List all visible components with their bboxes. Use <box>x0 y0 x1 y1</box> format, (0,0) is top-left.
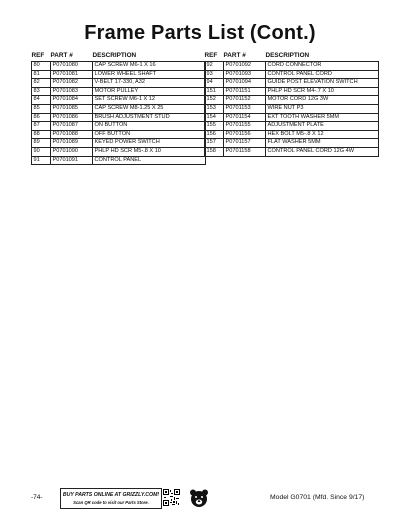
table-row <box>32 147 206 156</box>
cell-description: OFF BUTTON <box>93 130 206 139</box>
table-row <box>205 104 379 113</box>
cell-description: ON BUTTON <box>93 122 206 131</box>
table-row <box>32 87 206 96</box>
cell-part-number: P0701088 <box>51 130 93 139</box>
table-row <box>205 70 379 79</box>
cell-description: BRUSH ADJUSTMENT STUD <box>93 113 206 122</box>
cell-ref: 92 <box>205 62 224 71</box>
cell-ref: 157 <box>205 139 224 148</box>
table-row <box>32 130 206 139</box>
cell-part-number: P0701084 <box>51 96 93 105</box>
cell-ref: 152 <box>205 96 224 105</box>
cell-part-number: P0701094 <box>224 79 266 88</box>
promo-headline: BUY PARTS ONLINE AT GRIZZLY.COM! <box>62 492 160 498</box>
table-row <box>205 79 379 88</box>
parts-table-left <box>31 52 206 165</box>
cell-part-number: P0701154 <box>224 113 266 122</box>
parts-promo-box[interactable] <box>60 488 162 509</box>
cell-description: SET SCREW M6-1 X 12 <box>93 96 206 105</box>
cell-ref: 94 <box>205 79 224 88</box>
page-footer <box>0 488 400 512</box>
cell-part-number: P0701081 <box>51 70 93 79</box>
cell-description: KEYED POWER SWITCH <box>93 139 206 148</box>
table-row <box>205 147 379 156</box>
parts-table-right <box>204 52 379 157</box>
cell-ref: 155 <box>205 122 224 131</box>
cell-part-number: P0701085 <box>51 104 93 113</box>
cell-part-number: P0701090 <box>51 147 93 156</box>
cell-ref: 80 <box>32 62 51 71</box>
cell-description: MOTOR PULLEY <box>93 87 206 96</box>
header-description: DESCRIPTION <box>265 51 310 59</box>
cell-description: CONTROL PANEL <box>93 156 206 165</box>
table-header-row <box>32 52 206 62</box>
header-description: DESCRIPTION <box>92 51 137 59</box>
cell-description: MOTOR CORD 12G 3W <box>266 96 379 105</box>
cell-description: FLAT WASHER 5MM <box>266 139 379 148</box>
cell-part-number: P0701080 <box>51 62 93 71</box>
cell-description: LOWER WHEEL SHAFT <box>93 70 206 79</box>
cell-ref: 153 <box>205 104 224 113</box>
table-row <box>205 130 379 139</box>
table-row <box>205 96 379 105</box>
cell-description: HEX BOLT M5-.8 X 12 <box>266 130 379 139</box>
cell-description: CAP SCREW M6-1 X 16 <box>93 62 206 71</box>
table-row <box>32 70 206 79</box>
cell-part-number: P0701091 <box>51 156 93 165</box>
cell-part-number: P0701153 <box>224 104 266 113</box>
cell-part-number: P0701092 <box>224 62 266 71</box>
cell-part-number: P0701087 <box>51 122 93 131</box>
table-row <box>32 79 206 88</box>
cell-part-number: P0701157 <box>224 139 266 148</box>
cell-description: WIRE NUT P3 <box>266 104 379 113</box>
cell-ref: 151 <box>205 87 224 96</box>
cell-part-number: P0701082 <box>51 79 93 88</box>
cell-ref: 85 <box>32 104 51 113</box>
promo-subtext: Scan QR code to visit our Parts Store. <box>73 500 149 505</box>
cell-ref: 154 <box>205 113 224 122</box>
table-row <box>32 139 206 148</box>
model-info: Model G0701 (Mfd. Since 9/17) <box>270 494 365 501</box>
cell-description: GUIDE POST ELEVATION SWITCH <box>266 79 379 88</box>
cell-part-number: P0701155 <box>224 122 266 131</box>
cell-part-number: P0701086 <box>51 113 93 122</box>
cell-ref: 91 <box>32 156 51 165</box>
cell-description: CORD CONNECTOR <box>266 62 379 71</box>
page-title: Frame Parts List (Cont.) <box>84 22 316 44</box>
cell-description: V-BELT 17-330, A32 <box>93 79 206 88</box>
table-row <box>32 156 206 165</box>
cell-description: PHLP HD SCR M5-.8 X 10 <box>93 147 206 156</box>
cell-part-number: P0701089 <box>51 139 93 148</box>
table-row <box>205 87 379 96</box>
cell-description: PHLP HD SCR M4-.7 X 10 <box>266 87 379 96</box>
cell-ref: 88 <box>32 130 51 139</box>
page-number: -74- <box>31 494 43 501</box>
table-row <box>32 113 206 122</box>
cell-ref: 81 <box>32 70 51 79</box>
header-part: PART # <box>50 51 73 59</box>
cell-part-number: P0701093 <box>224 70 266 79</box>
cell-ref: 90 <box>32 147 51 156</box>
cell-description: CONTROL PANEL CORD <box>266 70 379 79</box>
header-ref: REF <box>204 51 218 59</box>
table-row <box>32 96 206 105</box>
cell-ref: 86 <box>32 113 51 122</box>
cell-ref: 82 <box>32 79 51 88</box>
cell-ref: 93 <box>205 70 224 79</box>
cell-part-number: P0701156 <box>224 130 266 139</box>
table-row <box>205 113 379 122</box>
table-row <box>205 62 379 71</box>
cell-description: CAP SCREW M8-1.25 X 25 <box>93 104 206 113</box>
cell-ref: 83 <box>32 87 51 96</box>
cell-description: EXT TOOTH WASHER 5MM <box>266 113 379 122</box>
grizzly-bear-logo-icon <box>188 488 210 508</box>
table-header-row <box>205 52 379 62</box>
cell-part-number: P0701083 <box>51 87 93 96</box>
cell-ref: 87 <box>32 122 51 131</box>
cell-part-number: P0701151 <box>224 87 266 96</box>
cell-ref: 84 <box>32 96 51 105</box>
table-row <box>32 62 206 71</box>
table-row <box>205 139 379 148</box>
header-part: PART # <box>223 51 246 59</box>
table-row <box>32 104 206 113</box>
cell-part-number: P0701158 <box>224 147 266 156</box>
cell-part-number: P0701152 <box>224 96 266 105</box>
qr-code-icon[interactable] <box>163 489 180 506</box>
table-row <box>32 122 206 131</box>
cell-description: ADJUSTMENT PLATE <box>266 122 379 131</box>
table-row <box>205 122 379 131</box>
cell-description: CONTROL PANEL CORD 12G 4W <box>266 147 379 156</box>
cell-ref: 89 <box>32 139 51 148</box>
cell-ref: 158 <box>205 147 224 156</box>
cell-ref: 156 <box>205 130 224 139</box>
header-ref: REF <box>31 51 45 59</box>
